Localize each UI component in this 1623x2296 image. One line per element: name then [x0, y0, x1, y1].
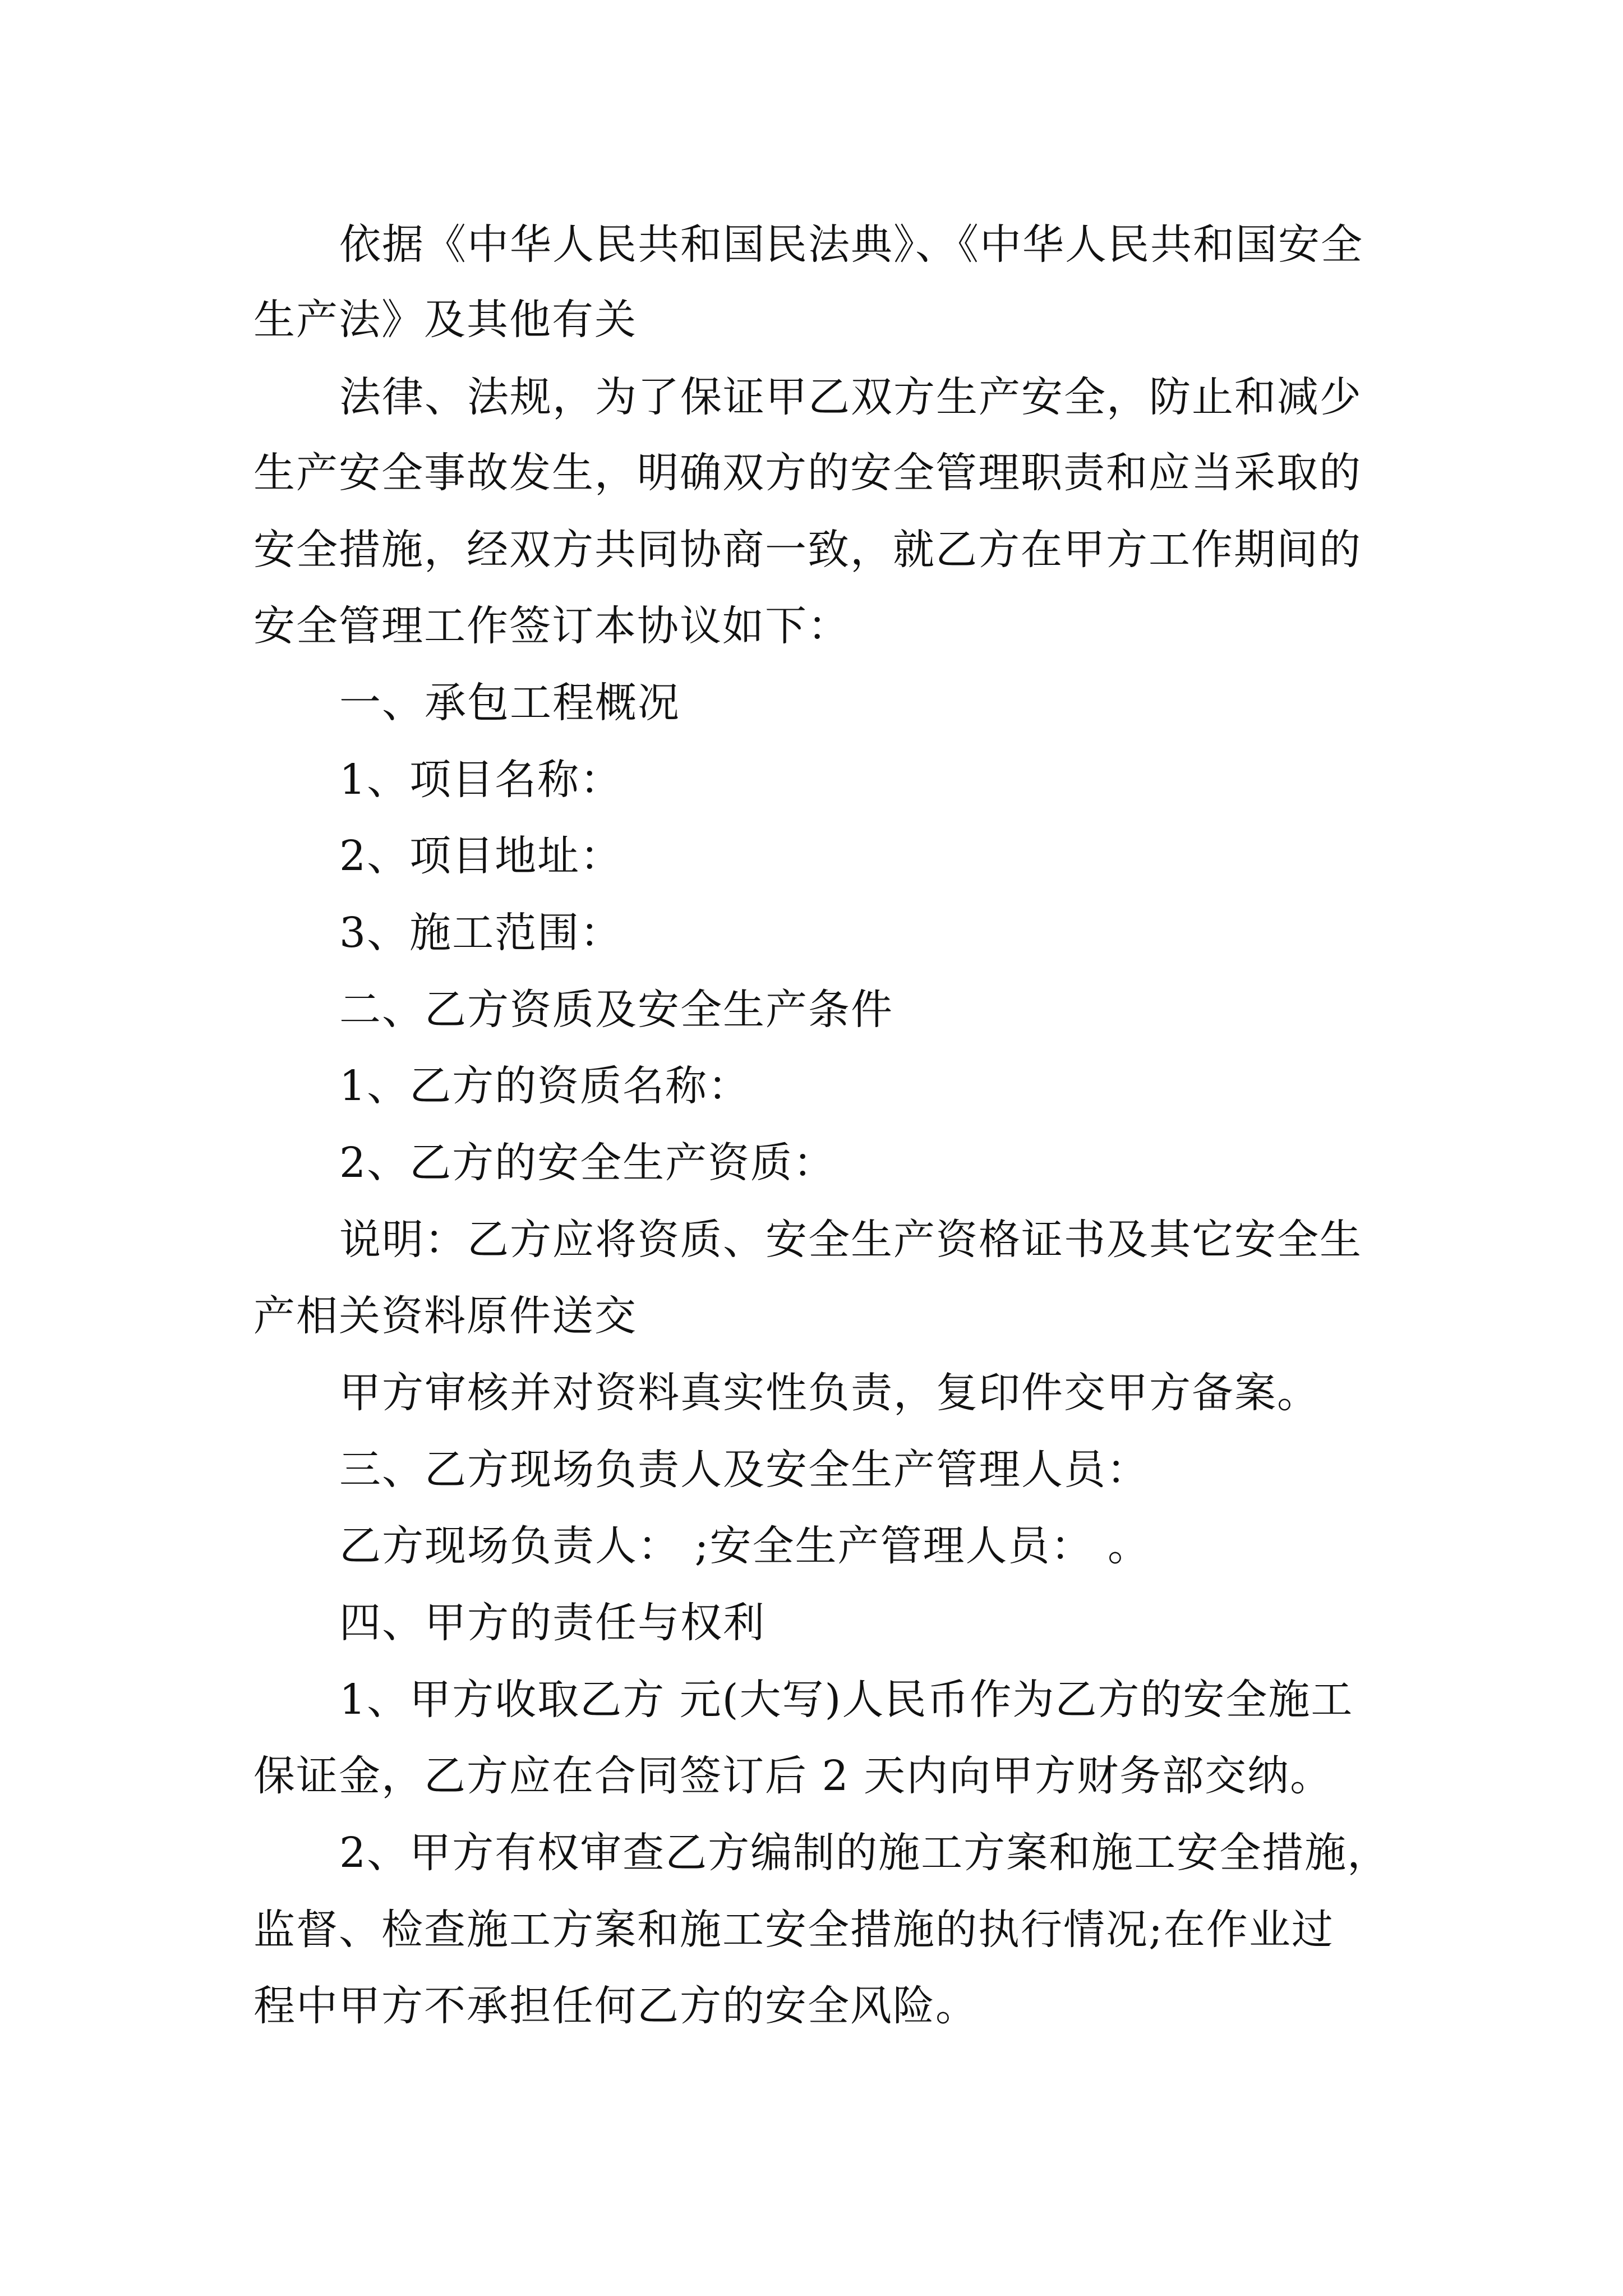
text-line: 1、项目名称： [339, 756, 623, 804]
text-line: 2、项目地址： [339, 832, 623, 880]
text-line: 2、乙方的安全生产资质： [339, 1139, 836, 1187]
text-line: 法律、法规，为了保证甲乙双方生产安全，防止和减少 [339, 373, 1362, 421]
text-line: 生产法》及其他有关 [253, 296, 637, 344]
text-line: 安全措施，经双方共同协商一致，就乙方在甲方工作期间的 [253, 526, 1362, 574]
text-line: 3、施工范围： [339, 909, 623, 957]
section-heading: 四、甲方的责任与权利 [339, 1599, 766, 1647]
text-line: 甲方审核并对资料真实性负责，复印件交甲方备案。 [339, 1369, 1320, 1417]
text-line: 1、甲方收取乙方 元(大写)人民币作为乙方的安全施工 [339, 1676, 1354, 1724]
text-line: 2、甲方有权审查乙方编制的施工方案和施工安全措施， [339, 1829, 1390, 1877]
section-heading: 二、乙方资质及安全生产条件 [339, 986, 893, 1034]
text-line: 程中甲方不承担任何乙方的安全风险。 [253, 1982, 978, 2030]
text-line: 生产安全事故发生，明确双方的安全管理职责和应当采取的 [253, 449, 1362, 497]
text-line: 保证金，乙方应在合同签订后 2 天内向甲方财务部交纳。 [253, 1752, 1333, 1800]
text-line: 监督、检查施工方案和施工安全措施的执行情况;在作业过 [253, 1906, 1334, 1954]
text-line: 1、乙方的资质名称： [339, 1062, 751, 1110]
text-line: 乙方现场负责人： ;安全生产管理人员： 。 [339, 1522, 1150, 1570]
text-line: 依据《中华人民共和国民法典》、《中华人民共和国安全 [339, 220, 1363, 269]
text-line: 产相关资料原件送交 [253, 1292, 637, 1340]
section-heading: 三、乙方现场负责人及安全生产管理人员： [339, 1446, 1149, 1494]
text-line: 说明：乙方应将资质、安全生产资格证书及其它安全生 [339, 1216, 1362, 1264]
section-heading: 一、承包工程概况 [339, 679, 680, 727]
text-line: 安全管理工作签订本协议如下： [253, 602, 850, 650]
